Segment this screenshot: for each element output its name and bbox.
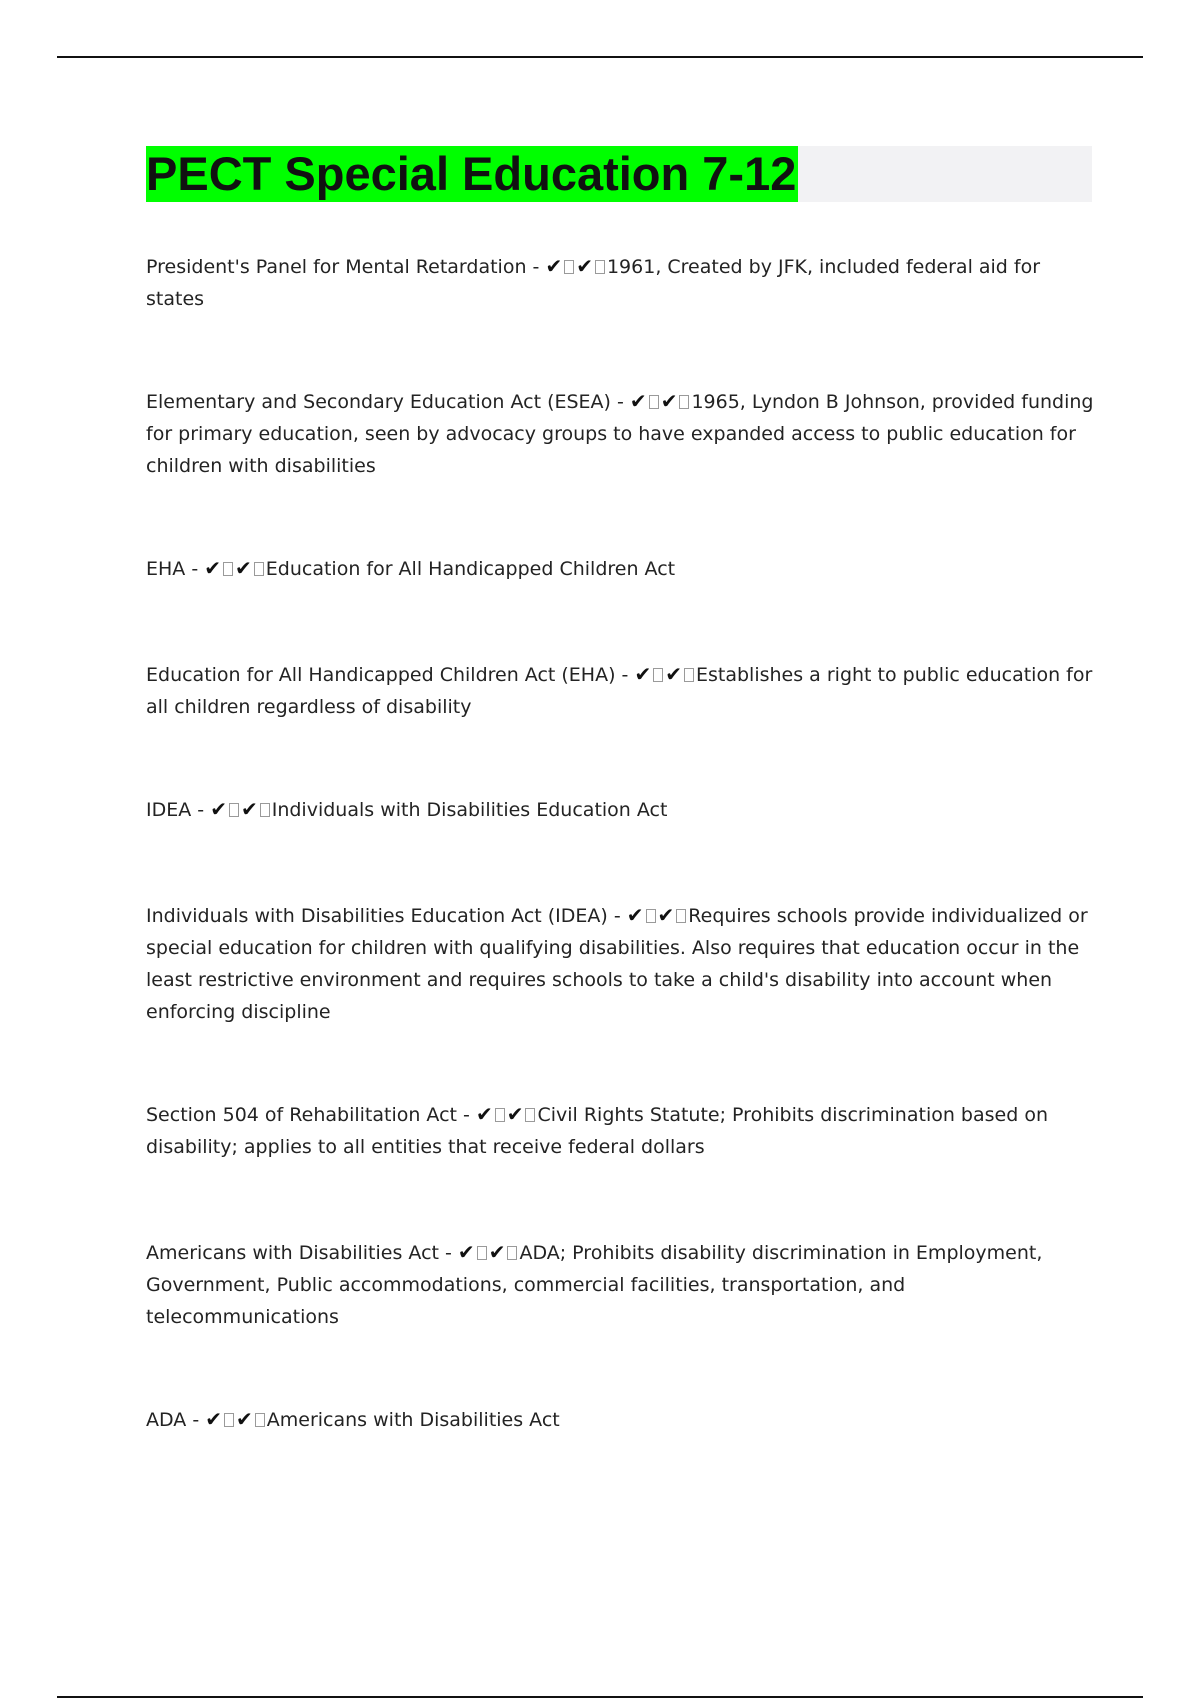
entry bbox=[146, 1403, 1096, 1436]
checkmark-icon: ✔ bbox=[457, 1240, 475, 1264]
entry-term: Elementary and Secondary Education Act (ESEA) bbox=[146, 391, 611, 413]
empty-box-icon bbox=[595, 260, 605, 274]
entry bbox=[146, 552, 1096, 585]
empty-box-icon bbox=[676, 909, 686, 923]
checkmark-icon: ✔ bbox=[236, 1407, 253, 1431]
checkmark-icon: ✔ bbox=[475, 1102, 493, 1126]
entry-term: ADA bbox=[146, 1409, 187, 1431]
entry-definition: Establishes a right to public education for all children regardless of disability bbox=[146, 664, 1093, 718]
checkmark-icon: ✔ bbox=[235, 556, 252, 580]
entry bbox=[146, 899, 1096, 1028]
checkmark-icon: ✔ bbox=[629, 389, 647, 413]
empty-box-icon bbox=[525, 1108, 535, 1122]
entry-definition: Requires schools provide individualized or special education for children with qualifying disabilities. Also requires that education occur in the least restrictive environment and requires schools to take a child's disability into account when enforcing discipline bbox=[146, 905, 1088, 1023]
empty-box-icon bbox=[646, 909, 656, 923]
checkmark-icon: ✔ bbox=[205, 1407, 222, 1431]
empty-box-icon bbox=[254, 562, 264, 576]
entry-term: Americans with Disabilities Act bbox=[146, 1242, 439, 1264]
entry-separator: - bbox=[615, 664, 635, 686]
entry-definition: Civil Rights Statute; Prohibits discrimination based on disability; applies to all entities that receive federal dollars bbox=[146, 1104, 1048, 1158]
empty-box-icon bbox=[224, 1413, 234, 1427]
entry-term: EHA bbox=[146, 558, 186, 580]
entry-separator: - bbox=[186, 1409, 206, 1431]
checkmark-icon: ✔ bbox=[488, 1240, 506, 1264]
checkmark-icon: ✔ bbox=[657, 903, 675, 927]
empty-box-icon bbox=[653, 668, 663, 682]
empty-box-icon bbox=[223, 562, 233, 576]
entry bbox=[146, 250, 1096, 315]
checkmark-icon: ✔ bbox=[545, 254, 563, 278]
entry-separator: - bbox=[607, 905, 627, 927]
entry-term: IDEA bbox=[146, 799, 192, 821]
empty-box-icon bbox=[649, 395, 659, 409]
empty-box-icon bbox=[477, 1246, 487, 1260]
entry-term: President's Panel for Mental Retardation bbox=[146, 256, 527, 278]
entry-definition: 1965, Lyndon B Johnson, provided funding for primary education, seen by advocacy groups to have expanded access to public education for children with disabilities bbox=[146, 391, 1094, 477]
title-highlight: PECT Special Education 7-12 bbox=[146, 147, 797, 200]
entry-definition: Individuals with Disabilities Education Act bbox=[271, 799, 668, 821]
entry-definition: Americans with Disabilities Act bbox=[266, 1409, 560, 1431]
checkmark-icon: ✔ bbox=[204, 556, 221, 580]
empty-box-icon bbox=[684, 668, 694, 682]
checkmark-icon: ✔ bbox=[506, 1102, 524, 1126]
entry bbox=[146, 1098, 1096, 1163]
empty-box-icon bbox=[260, 803, 270, 817]
checkmark-icon: ✔ bbox=[210, 797, 227, 821]
entry-separator: - bbox=[457, 1104, 476, 1126]
empty-box-icon bbox=[564, 260, 574, 274]
entry-separator: - bbox=[526, 256, 546, 278]
entry-separator: - bbox=[610, 391, 630, 413]
bottom-rule bbox=[57, 1696, 1143, 1698]
checkmark-icon: ✔ bbox=[240, 797, 258, 821]
checkmark-icon: ✔ bbox=[665, 662, 682, 686]
entry-term: Section 504 of Rehabilitation Act bbox=[146, 1104, 457, 1126]
entry bbox=[146, 793, 1096, 826]
checkmark-icon: ✔ bbox=[634, 662, 652, 686]
empty-box-icon bbox=[255, 1413, 265, 1427]
entry-definition: Education for All Handicapped Children Act bbox=[265, 558, 676, 580]
entry-separator: - bbox=[185, 558, 205, 580]
empty-box-icon bbox=[507, 1246, 517, 1260]
page-title bbox=[146, 146, 800, 202]
entries-list bbox=[146, 250, 1096, 1436]
entry-term: Individuals with Disabilities Education Act (IDEA) bbox=[146, 905, 608, 927]
entry-definition: ADA; Prohibits disability discrimination in Employment, Government, Public accommodations, commercial facilities, transportation, and telecommunications bbox=[146, 1242, 1043, 1328]
checkmark-icon: ✔ bbox=[626, 903, 644, 927]
entry-separator: - bbox=[438, 1242, 458, 1264]
entry bbox=[146, 385, 1096, 482]
entry bbox=[146, 1236, 1096, 1333]
entry-separator: - bbox=[191, 799, 211, 821]
empty-box-icon bbox=[679, 395, 689, 409]
checkmark-icon: ✔ bbox=[660, 389, 678, 413]
empty-box-icon bbox=[229, 803, 239, 817]
checkmark-icon: ✔ bbox=[576, 254, 593, 278]
top-rule bbox=[57, 56, 1143, 58]
entry bbox=[146, 658, 1096, 723]
empty-box-icon bbox=[495, 1108, 505, 1122]
entry-definition: 1961, Created by JFK, included federal aid for states bbox=[146, 256, 1041, 310]
entry-term: Education for All Handicapped Children Act (EHA) bbox=[146, 664, 616, 686]
